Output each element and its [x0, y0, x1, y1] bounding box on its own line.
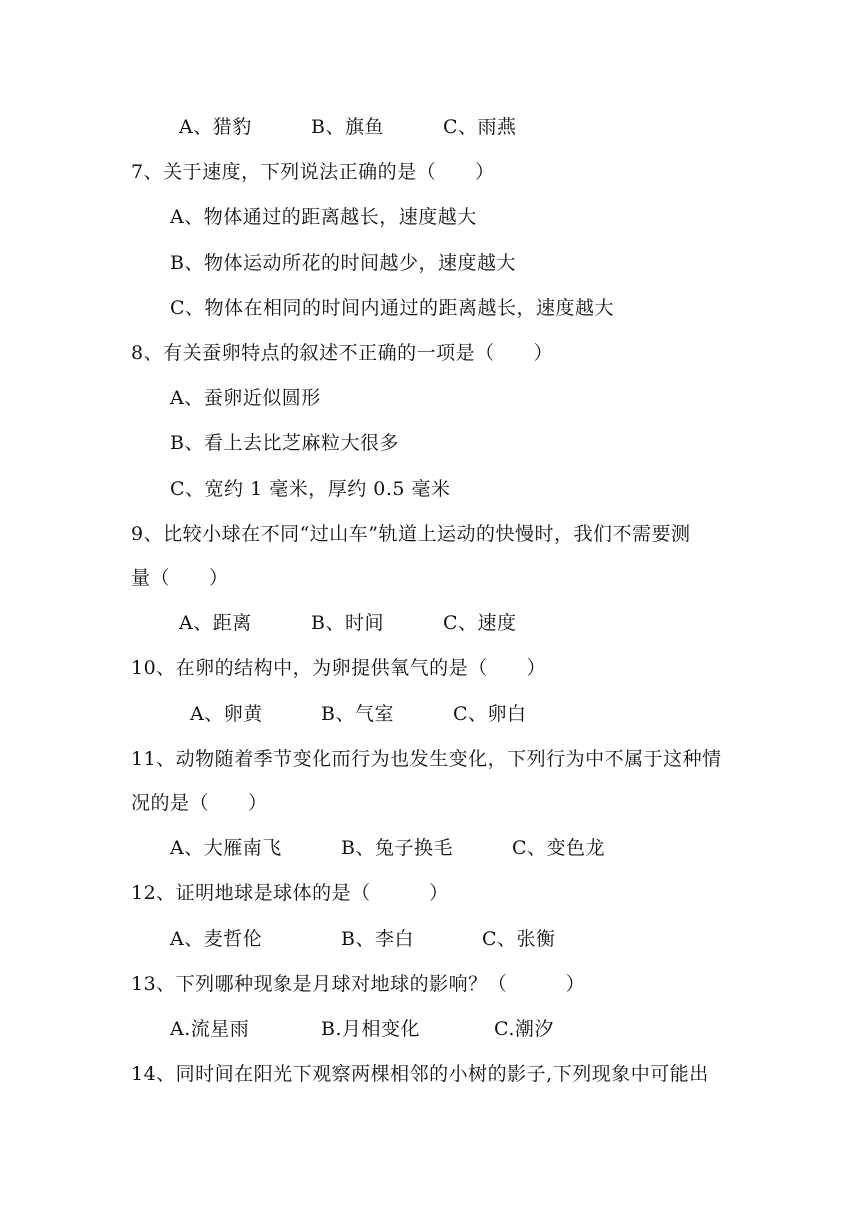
question-stem-line-2: 况的是（ ） [131, 792, 268, 814]
option-c: C.潮汐 [494, 1018, 554, 1040]
question-stem: 8、有关蚕卵特点的叙述不正确的一项是（ ） [131, 342, 554, 364]
option-b: B、气室 [321, 703, 394, 725]
option-b: B、旗鱼 [311, 116, 384, 138]
option-b: B、看上去比芝麻粒大很多 [170, 432, 399, 454]
question-stem: 7、关于速度，下列说法正确的是（ ） [131, 161, 495, 183]
option-a: A、卵黄 [190, 703, 263, 725]
option-a: A、麦哲伦 [170, 928, 263, 950]
option-c: C、张衡 [482, 928, 556, 950]
option-a: A、猎豹 [179, 116, 252, 138]
question-stem: 14、同时间在阳光下观察两棵相邻的小树的影子,下列现象中可能出 [131, 1063, 709, 1085]
option-a: A、大雁南飞 [170, 837, 282, 859]
option-c: C、雨燕 [443, 116, 517, 138]
question-stem: 13、下列哪种现象是月球对地球的影响？（ ） [131, 973, 586, 995]
option-c: C、物体在相同的时间内通过的距离越长，速度越大 [170, 297, 615, 319]
option-b: B.月相变化 [321, 1018, 421, 1040]
option-c: C、变色龙 [512, 837, 606, 859]
option-c: C、宽约 1 毫米，厚约 0.5 毫米 [170, 478, 451, 500]
question-stem-line-1: 11、动物随着季节变化而行为也发生变化，下列行为中不属于这种情 [131, 748, 722, 770]
option-b: B、时间 [311, 612, 384, 634]
option-a: A.流星雨 [170, 1018, 250, 1040]
option-b: B、兔子换毛 [341, 837, 453, 859]
option-a: A、距离 [179, 612, 252, 634]
question-stem-line-2: 量（ ） [131, 567, 229, 589]
option-b: B、物体运动所花的时间越少，速度越大 [170, 252, 516, 274]
question-stem: 12、证明地球是球体的是（ ） [131, 882, 449, 904]
option-a: A、物体通过的距离越长，速度越大 [170, 206, 477, 228]
option-a: A、蚕卵近似圆形 [170, 387, 321, 409]
option-c: C、卵白 [453, 703, 527, 725]
question-stem-line-1: 9、比较小球在不同“过山车”轨道上运动的快慢时，我们不需要测 [131, 523, 691, 545]
question-stem: 10、在卵的结构中，为卵提供氧气的是（ ） [131, 657, 547, 679]
option-b: B、李白 [341, 928, 414, 950]
option-c: C、速度 [443, 612, 517, 634]
